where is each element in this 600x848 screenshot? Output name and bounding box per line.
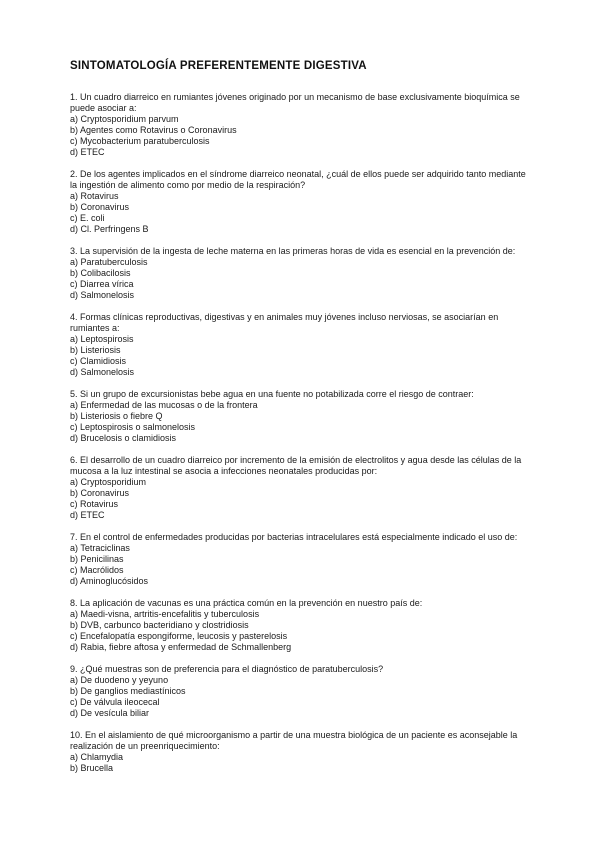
question-text: 5. Si un grupo de excursionistas bebe agua en una fuente no potabilizada corre el riesgo de contraer: [70,389,474,399]
answer-option: b) De ganglios mediastínicos [70,686,186,696]
answer-option: d) Cl. Perfringens B [70,224,149,234]
question-text: 1. Un cuadro diarreico en rumiantes jóvenes originado por un mecanismo de base exclusivamente bioquímica se puede asociar a: [70,92,520,113]
question-block [70,246,534,301]
answer-option: d) Salmonelosis [70,367,135,377]
question-text: 3. La supervisión de la ingesta de leche materna en las primeras horas de vida es esencial en la prevención de: [70,246,516,256]
question-text: 2. De los agentes implicados en el síndrome diarreico neonatal, ¿cuál de ellos puede ser adquirido tanto mediante la ingestión de alimento como por medio de la respiración? [70,169,526,190]
answer-option: d) ETEC [70,147,105,157]
question-block [70,455,534,521]
question-block [70,730,534,774]
answer-option: b) Brucella [70,763,114,773]
question-text: 4. Formas clínicas reproductivas, digestivas y en animales muy jóvenes incluso nerviosas, se asociarían en rumiantes a: [70,312,499,333]
answer-option: c) Clamidiosis [70,356,127,366]
answer-option: c) Diarrea vírica [70,279,134,289]
question-block [70,169,534,235]
answer-option: c) Encefalopatía espongiforme, leucosis y pasterelosis [70,631,288,641]
answer-option: c) E. coli [70,213,105,223]
answer-option: a) Cryptosporidium [70,477,147,487]
answer-option: a) Enfermedad de las mucosas o de la frontera [70,400,258,410]
answer-option: b) Listeriosis o fiebre Q [70,411,163,421]
question-block [70,532,534,587]
question-text: 6. El desarrollo de un cuadro diarreico por incremento de la emisión de electrolitos y agua desde las células de la mucosa a la luz intestinal se asocia a infecciones neonatales producidas por: [70,455,522,476]
answer-option: d) De vesícula biliar [70,708,150,718]
answer-option: c) Leptospirosis o salmonelosis [70,422,196,432]
answer-option: a) Leptospirosis [70,334,134,344]
answer-option: a) Chlamydia [70,752,124,762]
answer-option: a) De duodeno y yeyuno [70,675,169,685]
questions-list [70,92,534,774]
answer-option: c) Rotavirus [70,499,119,509]
answer-option: c) De válvula ileocecal [70,697,160,707]
question-text: 8. La aplicación de vacunas es una práctica común en la prevención en nuestro país de: [70,598,423,608]
answer-option: c) Macrólidos [70,565,124,575]
answer-option: c) Mycobacterium paratuberculosis [70,136,210,146]
question-block [70,389,534,444]
answer-option: d) Aminoglucósidos [70,576,149,586]
page-title: SINTOMATOLOGÍA PREFERENTEMENTE DIGESTIVA [70,60,367,72]
answer-option: a) Tetraciclinas [70,543,130,553]
answer-option: b) Coronavirus [70,488,130,498]
answer-option: a) Paratuberculosis [70,257,148,267]
answer-option: b) Penicilinas [70,554,124,564]
answer-option: d) Salmonelosis [70,290,135,300]
answer-option: a) Rotavirus [70,191,119,201]
question-text: 10. En el aislamiento de qué microorganismo a partir de una muestra biológica de un paciente es aconsejable la realización de un preenriquecimiento: [70,730,518,751]
answer-option: a) Cryptosporidium parvum [70,114,179,124]
answer-option: d) ETEC [70,510,105,520]
question-block [70,312,534,378]
question-text: 7. En el control de enfermedades producidas por bacterias intracelulares está especialmente indicado el uso de: [70,532,518,542]
question-block [70,598,534,653]
answer-option: b) DVB, carbunco bacteridiano y clostridiosis [70,620,249,630]
answer-option: b) Agentes como Rotavirus o Coronavirus [70,125,237,135]
answer-option: b) Colibacilosis [70,268,131,278]
answer-option: a) Maedi-visna, artritis-encefalitis y tuberculosis [70,609,260,619]
question-block [70,664,534,719]
question-text: 9. ¿Qué muestras son de preferencia para el diagnóstico de paratuberculosis? [70,664,384,674]
answer-option: b) Coronavirus [70,202,130,212]
answer-option: d) Brucelosis o clamidiosis [70,433,177,443]
question-block [70,92,534,158]
answer-option: b) Listeriosis [70,345,121,355]
answer-option: d) Rabia, fiebre aftosa y enfermedad de Schmallenberg [70,642,292,652]
